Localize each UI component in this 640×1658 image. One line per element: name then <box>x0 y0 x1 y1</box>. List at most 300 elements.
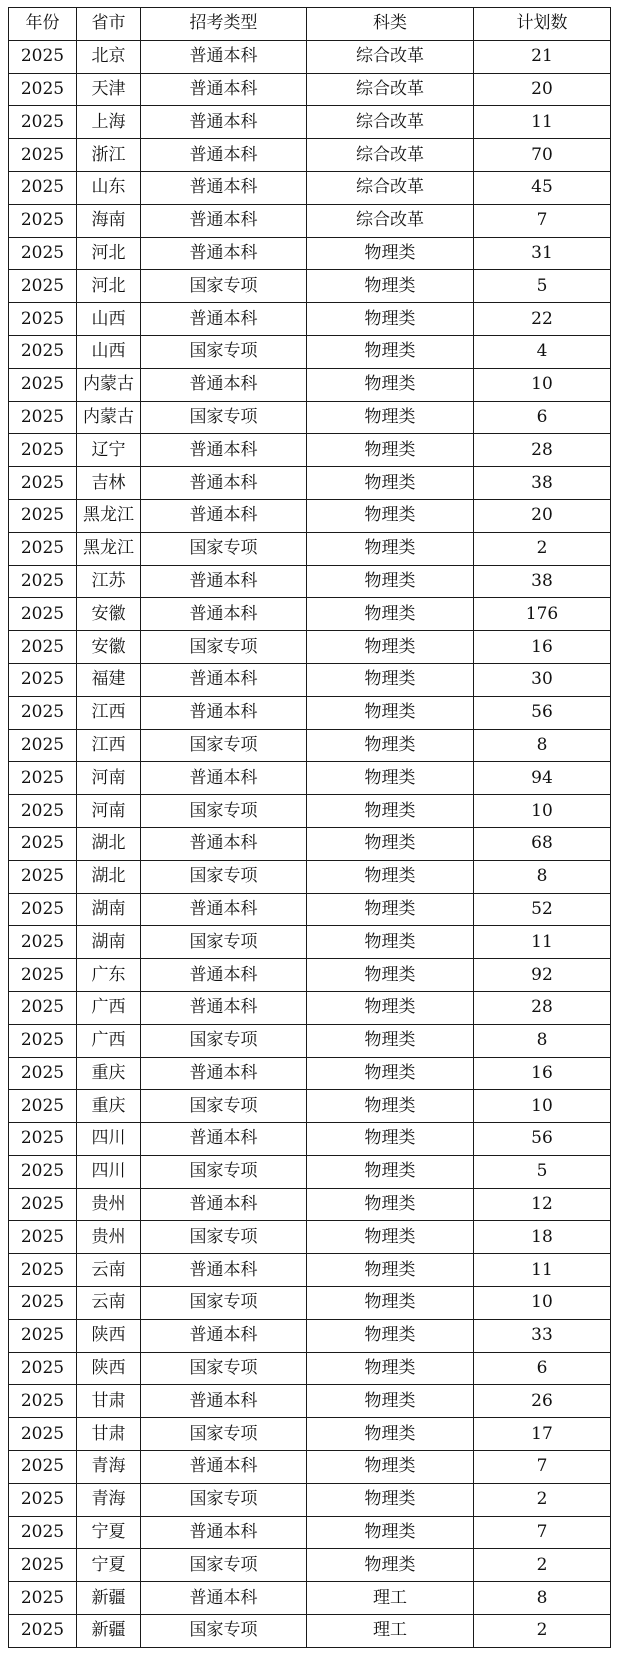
cell-plan-count: 20 <box>474 73 611 106</box>
cell-subject-category: 物理类 <box>307 631 474 664</box>
cell-year: 2025 <box>9 1516 77 1549</box>
cell-province: 河南 <box>77 795 141 828</box>
table-row <box>9 893 611 926</box>
cell-admission-type: 普通本科 <box>141 1582 307 1615</box>
cell-province: 广东 <box>77 959 141 992</box>
cell-subject-category: 物理类 <box>307 1155 474 1188</box>
table-row <box>9 1582 611 1615</box>
cell-year: 2025 <box>9 795 77 828</box>
cell-province: 湖北 <box>77 860 141 893</box>
table-row <box>9 991 611 1024</box>
cell-admission-type: 普通本科 <box>141 204 307 237</box>
cell-subject-category: 物理类 <box>307 532 474 565</box>
cell-admission-type: 普通本科 <box>141 1451 307 1484</box>
cell-subject-category: 理工 <box>307 1582 474 1615</box>
cell-subject-category: 物理类 <box>307 1516 474 1549</box>
cell-province: 四川 <box>77 1123 141 1156</box>
cell-plan-count: 20 <box>474 499 611 532</box>
cell-year: 2025 <box>9 598 77 631</box>
cell-subject-category: 物理类 <box>307 991 474 1024</box>
cell-province: 天津 <box>77 73 141 106</box>
table-row <box>9 729 611 762</box>
cell-province: 内蒙古 <box>77 401 141 434</box>
table-row <box>9 631 611 664</box>
cell-province: 湖南 <box>77 893 141 926</box>
table-row <box>9 401 611 434</box>
cell-year: 2025 <box>9 237 77 270</box>
table-row <box>9 1319 611 1352</box>
table-row <box>9 499 611 532</box>
cell-province: 云南 <box>77 1287 141 1320</box>
cell-year: 2025 <box>9 1549 77 1582</box>
cell-subject-category: 物理类 <box>307 663 474 696</box>
cell-province: 广西 <box>77 1024 141 1057</box>
cell-year: 2025 <box>9 1451 77 1484</box>
cell-year: 2025 <box>9 139 77 172</box>
cell-subject-category: 物理类 <box>307 270 474 303</box>
cell-plan-count: 176 <box>474 598 611 631</box>
table-row <box>9 663 611 696</box>
cell-year: 2025 <box>9 532 77 565</box>
cell-admission-type: 普通本科 <box>141 106 307 139</box>
cell-subject-category: 物理类 <box>307 762 474 795</box>
cell-subject-category: 综合改革 <box>307 40 474 73</box>
cell-province: 江苏 <box>77 565 141 598</box>
cell-province: 安徽 <box>77 598 141 631</box>
table-row <box>9 270 611 303</box>
table-row <box>9 1221 611 1254</box>
cell-province: 湖南 <box>77 926 141 959</box>
table-row <box>9 696 611 729</box>
cell-plan-count: 2 <box>474 1549 611 1582</box>
cell-plan-count: 28 <box>474 434 611 467</box>
cell-admission-type: 国家专项 <box>141 1418 307 1451</box>
cell-plan-count: 5 <box>474 1155 611 1188</box>
table-row <box>9 827 611 860</box>
cell-subject-category: 物理类 <box>307 1385 474 1418</box>
cell-plan-count: 38 <box>474 565 611 598</box>
cell-plan-count: 45 <box>474 171 611 204</box>
cell-province: 河北 <box>77 270 141 303</box>
cell-admission-type: 国家专项 <box>141 1352 307 1385</box>
cell-province: 北京 <box>77 40 141 73</box>
cell-admission-type: 国家专项 <box>141 1287 307 1320</box>
table-row <box>9 1483 611 1516</box>
table-row <box>9 434 611 467</box>
cell-admission-type: 国家专项 <box>141 795 307 828</box>
cell-admission-type: 国家专项 <box>141 1549 307 1582</box>
cell-subject-category: 物理类 <box>307 893 474 926</box>
cell-year: 2025 <box>9 565 77 598</box>
cell-province: 黑龙江 <box>77 532 141 565</box>
table-row <box>9 1615 611 1648</box>
table-row <box>9 335 611 368</box>
cell-province: 贵州 <box>77 1221 141 1254</box>
header-year: 年份 <box>9 8 77 41</box>
cell-province: 云南 <box>77 1254 141 1287</box>
cell-year: 2025 <box>9 467 77 500</box>
cell-admission-type: 普通本科 <box>141 1057 307 1090</box>
cell-plan-count: 6 <box>474 401 611 434</box>
cell-plan-count: 68 <box>474 827 611 860</box>
cell-plan-count: 30 <box>474 663 611 696</box>
cell-subject-category: 理工 <box>307 1615 474 1648</box>
cell-admission-type: 国家专项 <box>141 335 307 368</box>
table-row <box>9 1352 611 1385</box>
cell-year: 2025 <box>9 303 77 336</box>
cell-year: 2025 <box>9 368 77 401</box>
cell-year: 2025 <box>9 270 77 303</box>
cell-subject-category: 物理类 <box>307 1057 474 1090</box>
cell-province: 山西 <box>77 303 141 336</box>
cell-plan-count: 11 <box>474 926 611 959</box>
table-row <box>9 1385 611 1418</box>
cell-plan-count: 52 <box>474 893 611 926</box>
cell-subject-category: 物理类 <box>307 1287 474 1320</box>
cell-year: 2025 <box>9 1221 77 1254</box>
cell-admission-type: 普通本科 <box>141 171 307 204</box>
cell-subject-category: 物理类 <box>307 565 474 598</box>
cell-subject-category: 综合改革 <box>307 171 474 204</box>
table-row <box>9 171 611 204</box>
cell-province: 陕西 <box>77 1319 141 1352</box>
cell-plan-count: 4 <box>474 335 611 368</box>
cell-admission-type: 普通本科 <box>141 303 307 336</box>
cell-year: 2025 <box>9 434 77 467</box>
cell-province: 甘肃 <box>77 1418 141 1451</box>
cell-province: 河北 <box>77 237 141 270</box>
table-row <box>9 959 611 992</box>
cell-plan-count: 11 <box>474 106 611 139</box>
table-row <box>9 1451 611 1484</box>
cell-subject-category: 物理类 <box>307 1418 474 1451</box>
cell-admission-type: 国家专项 <box>141 860 307 893</box>
cell-subject-category: 综合改革 <box>307 204 474 237</box>
cell-admission-type: 普通本科 <box>141 565 307 598</box>
cell-admission-type: 国家专项 <box>141 532 307 565</box>
cell-year: 2025 <box>9 1483 77 1516</box>
cell-admission-type: 国家专项 <box>141 729 307 762</box>
cell-admission-type: 普通本科 <box>141 762 307 795</box>
table-row <box>9 565 611 598</box>
cell-province: 吉林 <box>77 467 141 500</box>
cell-plan-count: 10 <box>474 1090 611 1123</box>
cell-province: 四川 <box>77 1155 141 1188</box>
cell-plan-count: 2 <box>474 1483 611 1516</box>
cell-admission-type: 国家专项 <box>141 1155 307 1188</box>
cell-admission-type: 普通本科 <box>141 827 307 860</box>
cell-admission-type: 普通本科 <box>141 237 307 270</box>
cell-year: 2025 <box>9 106 77 139</box>
cell-plan-count: 8 <box>474 1024 611 1057</box>
cell-province: 福建 <box>77 663 141 696</box>
cell-plan-count: 7 <box>474 1451 611 1484</box>
table-row <box>9 368 611 401</box>
table-row <box>9 106 611 139</box>
cell-admission-type: 国家专项 <box>141 270 307 303</box>
cell-province: 海南 <box>77 204 141 237</box>
cell-province: 江西 <box>77 729 141 762</box>
cell-plan-count: 70 <box>474 139 611 172</box>
cell-province: 河南 <box>77 762 141 795</box>
cell-plan-count: 21 <box>474 40 611 73</box>
cell-province: 重庆 <box>77 1057 141 1090</box>
cell-admission-type: 国家专项 <box>141 1483 307 1516</box>
cell-plan-count: 17 <box>474 1418 611 1451</box>
cell-plan-count: 2 <box>474 532 611 565</box>
cell-year: 2025 <box>9 729 77 762</box>
table-row <box>9 1024 611 1057</box>
cell-year: 2025 <box>9 1352 77 1385</box>
cell-subject-category: 物理类 <box>307 1188 474 1221</box>
cell-plan-count: 33 <box>474 1319 611 1352</box>
cell-plan-count: 16 <box>474 1057 611 1090</box>
cell-admission-type: 国家专项 <box>141 401 307 434</box>
cell-subject-category: 综合改革 <box>307 106 474 139</box>
cell-subject-category: 物理类 <box>307 1254 474 1287</box>
cell-subject-category: 物理类 <box>307 1451 474 1484</box>
table-row <box>9 926 611 959</box>
cell-plan-count: 28 <box>474 991 611 1024</box>
cell-admission-type: 国家专项 <box>141 1221 307 1254</box>
cell-subject-category: 物理类 <box>307 1123 474 1156</box>
cell-admission-type: 普通本科 <box>141 1254 307 1287</box>
cell-admission-type: 普通本科 <box>141 1385 307 1418</box>
table-row <box>9 73 611 106</box>
cell-admission-type: 普通本科 <box>141 368 307 401</box>
cell-plan-count: 16 <box>474 631 611 664</box>
cell-province: 安徽 <box>77 631 141 664</box>
cell-year: 2025 <box>9 860 77 893</box>
table-row <box>9 1418 611 1451</box>
cell-subject-category: 物理类 <box>307 1549 474 1582</box>
cell-year: 2025 <box>9 1188 77 1221</box>
enrollment-plan-table-container <box>8 7 611 1648</box>
table-header <box>9 8 611 41</box>
cell-year: 2025 <box>9 827 77 860</box>
cell-plan-count: 26 <box>474 1385 611 1418</box>
cell-plan-count: 8 <box>474 860 611 893</box>
table-row <box>9 532 611 565</box>
table-row <box>9 762 611 795</box>
cell-subject-category: 物理类 <box>307 434 474 467</box>
cell-year: 2025 <box>9 959 77 992</box>
cell-year: 2025 <box>9 696 77 729</box>
cell-year: 2025 <box>9 1057 77 1090</box>
cell-subject-category: 物理类 <box>307 401 474 434</box>
cell-subject-category: 综合改革 <box>307 73 474 106</box>
cell-plan-count: 7 <box>474 204 611 237</box>
cell-plan-count: 5 <box>474 270 611 303</box>
cell-province: 辽宁 <box>77 434 141 467</box>
cell-subject-category: 物理类 <box>307 827 474 860</box>
cell-subject-category: 物理类 <box>307 467 474 500</box>
header-subject-category: 科类 <box>307 8 474 41</box>
cell-subject-category: 综合改革 <box>307 139 474 172</box>
cell-province: 上海 <box>77 106 141 139</box>
enrollment-plan-table <box>8 7 611 1648</box>
cell-plan-count: 12 <box>474 1188 611 1221</box>
cell-plan-count: 11 <box>474 1254 611 1287</box>
cell-plan-count: 2 <box>474 1615 611 1648</box>
cell-province: 湖北 <box>77 827 141 860</box>
table-row <box>9 303 611 336</box>
table-row <box>9 1057 611 1090</box>
cell-province: 贵州 <box>77 1188 141 1221</box>
cell-subject-category: 物理类 <box>307 1024 474 1057</box>
cell-year: 2025 <box>9 204 77 237</box>
cell-year: 2025 <box>9 73 77 106</box>
header-row <box>9 8 611 41</box>
cell-admission-type: 普通本科 <box>141 991 307 1024</box>
cell-plan-count: 10 <box>474 368 611 401</box>
cell-province: 浙江 <box>77 139 141 172</box>
cell-year: 2025 <box>9 1418 77 1451</box>
table-row <box>9 237 611 270</box>
cell-admission-type: 普通本科 <box>141 696 307 729</box>
cell-subject-category: 物理类 <box>307 1483 474 1516</box>
cell-province: 新疆 <box>77 1615 141 1648</box>
cell-admission-type: 普通本科 <box>141 467 307 500</box>
cell-year: 2025 <box>9 1319 77 1352</box>
cell-year: 2025 <box>9 893 77 926</box>
cell-province: 江西 <box>77 696 141 729</box>
cell-subject-category: 物理类 <box>307 1352 474 1385</box>
cell-plan-count: 22 <box>474 303 611 336</box>
cell-year: 2025 <box>9 1254 77 1287</box>
cell-plan-count: 8 <box>474 1582 611 1615</box>
cell-admission-type: 普通本科 <box>141 139 307 172</box>
cell-subject-category: 物理类 <box>307 237 474 270</box>
cell-plan-count: 38 <box>474 467 611 500</box>
table-row <box>9 40 611 73</box>
cell-province: 新疆 <box>77 1582 141 1615</box>
cell-province: 广西 <box>77 991 141 1024</box>
cell-subject-category: 物理类 <box>307 1319 474 1352</box>
cell-admission-type: 普通本科 <box>141 1123 307 1156</box>
cell-admission-type: 普通本科 <box>141 959 307 992</box>
table-row <box>9 1090 611 1123</box>
cell-year: 2025 <box>9 1615 77 1648</box>
cell-year: 2025 <box>9 335 77 368</box>
cell-province: 青海 <box>77 1483 141 1516</box>
cell-year: 2025 <box>9 631 77 664</box>
table-row <box>9 1155 611 1188</box>
cell-subject-category: 物理类 <box>307 335 474 368</box>
table-row <box>9 204 611 237</box>
cell-plan-count: 92 <box>474 959 611 992</box>
cell-subject-category: 物理类 <box>307 795 474 828</box>
cell-subject-category: 物理类 <box>307 696 474 729</box>
cell-admission-type: 普通本科 <box>141 1319 307 1352</box>
cell-year: 2025 <box>9 401 77 434</box>
cell-subject-category: 物理类 <box>307 959 474 992</box>
cell-year: 2025 <box>9 171 77 204</box>
cell-year: 2025 <box>9 499 77 532</box>
cell-year: 2025 <box>9 926 77 959</box>
cell-admission-type: 普通本科 <box>141 40 307 73</box>
cell-province: 青海 <box>77 1451 141 1484</box>
table-row <box>9 467 611 500</box>
cell-province: 黑龙江 <box>77 499 141 532</box>
cell-subject-category: 物理类 <box>307 926 474 959</box>
cell-admission-type: 普通本科 <box>141 893 307 926</box>
table-row <box>9 795 611 828</box>
table-row <box>9 1254 611 1287</box>
header-plan-count: 计划数 <box>474 8 611 41</box>
cell-subject-category: 物理类 <box>307 499 474 532</box>
table-row <box>9 1123 611 1156</box>
cell-year: 2025 <box>9 1090 77 1123</box>
table-body <box>9 40 611 1647</box>
cell-plan-count: 6 <box>474 1352 611 1385</box>
cell-province: 山西 <box>77 335 141 368</box>
cell-province: 内蒙古 <box>77 368 141 401</box>
table-row <box>9 1188 611 1221</box>
cell-year: 2025 <box>9 1155 77 1188</box>
cell-province: 宁夏 <box>77 1549 141 1582</box>
cell-year: 2025 <box>9 1385 77 1418</box>
cell-province: 陕西 <box>77 1352 141 1385</box>
cell-province: 山东 <box>77 171 141 204</box>
cell-province: 重庆 <box>77 1090 141 1123</box>
cell-admission-type: 普通本科 <box>141 73 307 106</box>
cell-year: 2025 <box>9 1024 77 1057</box>
cell-plan-count: 10 <box>474 1287 611 1320</box>
cell-year: 2025 <box>9 1582 77 1615</box>
cell-year: 2025 <box>9 40 77 73</box>
cell-admission-type: 国家专项 <box>141 926 307 959</box>
cell-subject-category: 物理类 <box>307 368 474 401</box>
header-admission-type: 招考类型 <box>141 8 307 41</box>
cell-province: 宁夏 <box>77 1516 141 1549</box>
cell-plan-count: 10 <box>474 795 611 828</box>
cell-plan-count: 56 <box>474 1123 611 1156</box>
table-row <box>9 860 611 893</box>
cell-subject-category: 物理类 <box>307 729 474 762</box>
cell-plan-count: 56 <box>474 696 611 729</box>
table-row <box>9 139 611 172</box>
table-row <box>9 1549 611 1582</box>
cell-admission-type: 国家专项 <box>141 1024 307 1057</box>
cell-plan-count: 7 <box>474 1516 611 1549</box>
cell-plan-count: 94 <box>474 762 611 795</box>
cell-year: 2025 <box>9 1123 77 1156</box>
table-row <box>9 1287 611 1320</box>
cell-admission-type: 普通本科 <box>141 1188 307 1221</box>
cell-admission-type: 普通本科 <box>141 499 307 532</box>
table-row <box>9 598 611 631</box>
cell-plan-count: 8 <box>474 729 611 762</box>
cell-admission-type: 国家专项 <box>141 1090 307 1123</box>
cell-admission-type: 普通本科 <box>141 434 307 467</box>
cell-subject-category: 物理类 <box>307 1221 474 1254</box>
cell-admission-type: 普通本科 <box>141 663 307 696</box>
cell-year: 2025 <box>9 663 77 696</box>
cell-admission-type: 国家专项 <box>141 1615 307 1648</box>
cell-year: 2025 <box>9 762 77 795</box>
header-province: 省市 <box>77 8 141 41</box>
cell-year: 2025 <box>9 991 77 1024</box>
cell-admission-type: 普通本科 <box>141 598 307 631</box>
cell-plan-count: 18 <box>474 1221 611 1254</box>
cell-subject-category: 物理类 <box>307 860 474 893</box>
cell-plan-count: 31 <box>474 237 611 270</box>
cell-subject-category: 物理类 <box>307 1090 474 1123</box>
cell-admission-type: 普通本科 <box>141 1516 307 1549</box>
cell-subject-category: 物理类 <box>307 598 474 631</box>
cell-year: 2025 <box>9 1287 77 1320</box>
